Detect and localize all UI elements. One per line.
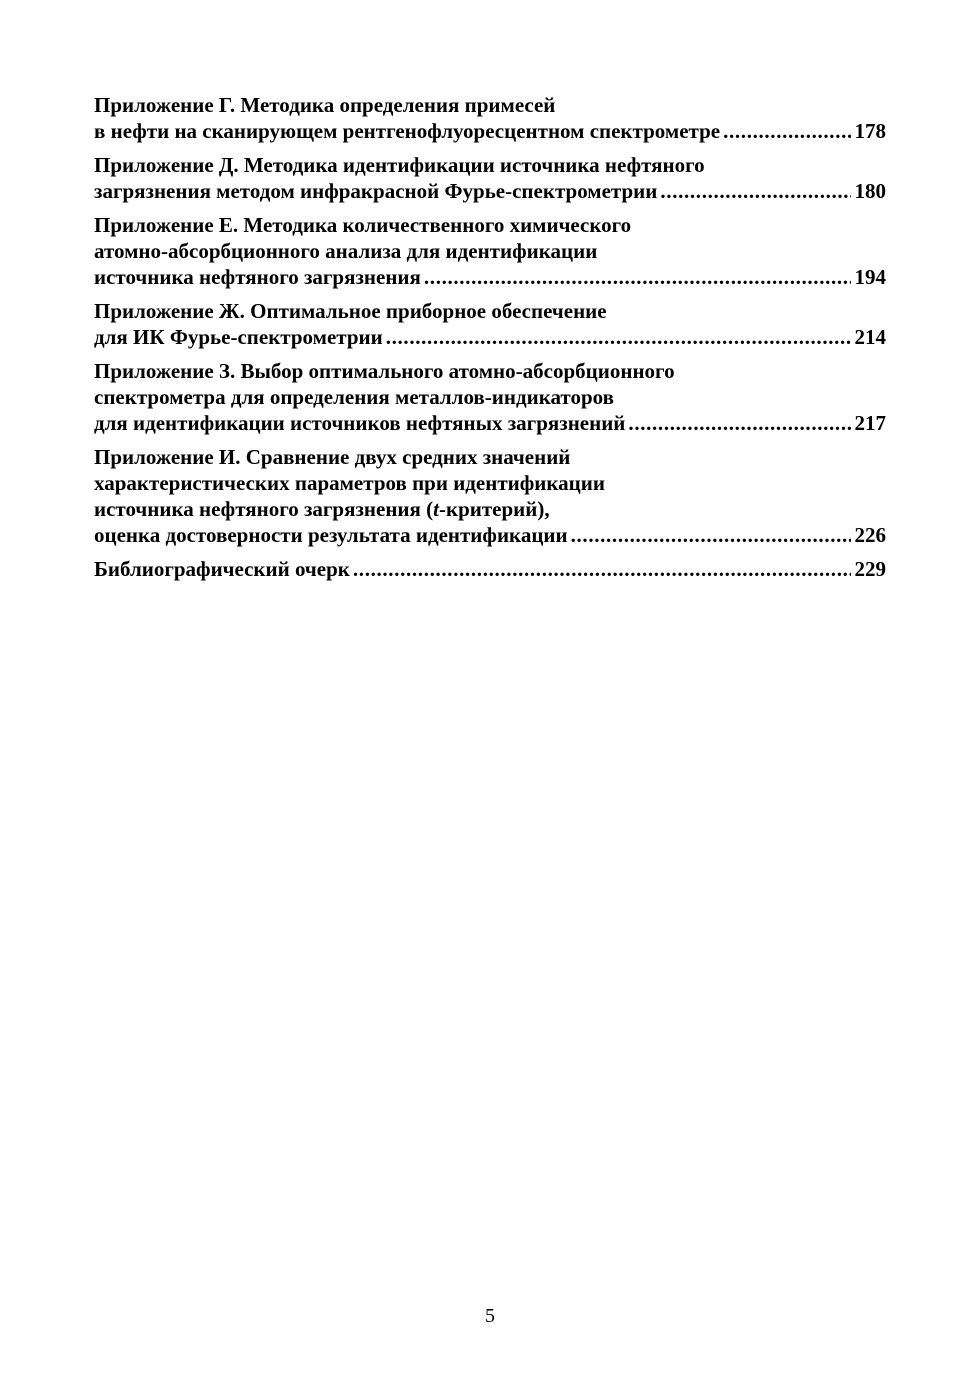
toc-entry-last-line [94, 410, 886, 436]
toc-entry-appendix-g[interactable] [94, 92, 886, 144]
dot-leader [386, 324, 851, 350]
toc-entry-last-line [94, 522, 886, 548]
toc-page-number: 229 [854, 557, 886, 581]
toc-entry-appendix-z[interactable] [94, 358, 886, 436]
toc-text: источника нефтяного загрязнения ( [94, 497, 434, 521]
toc-entry-title-line: Приложение Е. Методика количественного химического [94, 213, 632, 237]
toc-entry-title-end: для идентификации источников нефтяных загрязнений [94, 411, 626, 435]
dot-leader [353, 556, 851, 582]
toc-entry-appendix-zh[interactable] [94, 298, 886, 350]
toc-entry-title-end: Библиографический очерк [94, 557, 350, 581]
toc-page-number: 226 [854, 523, 886, 547]
toc-entry-last-line [94, 556, 886, 582]
toc-entry-last-line [94, 118, 886, 144]
toc-entry-title-line: Приложение И. Сравнение двух средних значений [94, 445, 571, 469]
toc-entry-appendix-d[interactable] [94, 152, 886, 204]
toc-entry-bibliography[interactable] [94, 556, 886, 582]
dot-leader [723, 118, 850, 144]
toc-entry-title-end: для ИК Фурье-спектрометрии [94, 325, 383, 349]
toc-entry-title-end: в нефти на сканирующем рентгенофлуоресцентном спектрометре [94, 119, 721, 143]
toc-entry-title-line: спектрометра для определения металлов-индикаторов [94, 385, 614, 409]
toc-entry-last-line [94, 264, 886, 290]
toc-entry-title-line: характеристических параметров при идентификации [94, 471, 605, 495]
toc-entry-title-line: Приложение Ж. Оптимальное приборное обеспечение [94, 299, 607, 323]
toc-entry-title-line: Приложение З. Выбор оптимального атомно-абсорбционного [94, 359, 675, 383]
toc-page-number: 194 [854, 265, 886, 289]
toc-page-number: 217 [854, 411, 886, 435]
toc-text-italic: t [433, 497, 439, 521]
toc-entry-title-line: Приложение Д. Методика идентификации источника нефтяного [94, 153, 705, 177]
toc-entry-title-line: атомно-абсорбционного анализа для идентификации [94, 239, 598, 263]
toc-entry-title-line [94, 496, 886, 522]
toc-page-number: 180 [854, 179, 886, 203]
page-footer-number: 5 [485, 1305, 495, 1327]
toc-entry-title-line: Приложение Г. Методика определения примесей [94, 93, 556, 117]
toc-text: -критерий), [438, 497, 550, 521]
dot-leader [571, 522, 851, 548]
dot-leader [628, 410, 850, 436]
toc-entry-last-line [94, 178, 886, 204]
dot-leader [660, 178, 850, 204]
toc-entry-title-end: загрязнения методом инфракрасной Фурье-спектрометрии [94, 179, 658, 203]
toc-entry-appendix-i[interactable] [94, 444, 886, 548]
toc-entry-title-end: источника нефтяного загрязнения [94, 265, 421, 289]
toc-page-number: 214 [854, 325, 886, 349]
toc-entry-appendix-e[interactable] [94, 212, 886, 290]
table-of-contents [94, 92, 886, 590]
toc-page-number: 178 [854, 119, 886, 143]
toc-entry-title-end: оценка достоверности результата идентификации [94, 523, 568, 547]
dot-leader [424, 264, 851, 290]
toc-entry-last-line [94, 324, 886, 350]
